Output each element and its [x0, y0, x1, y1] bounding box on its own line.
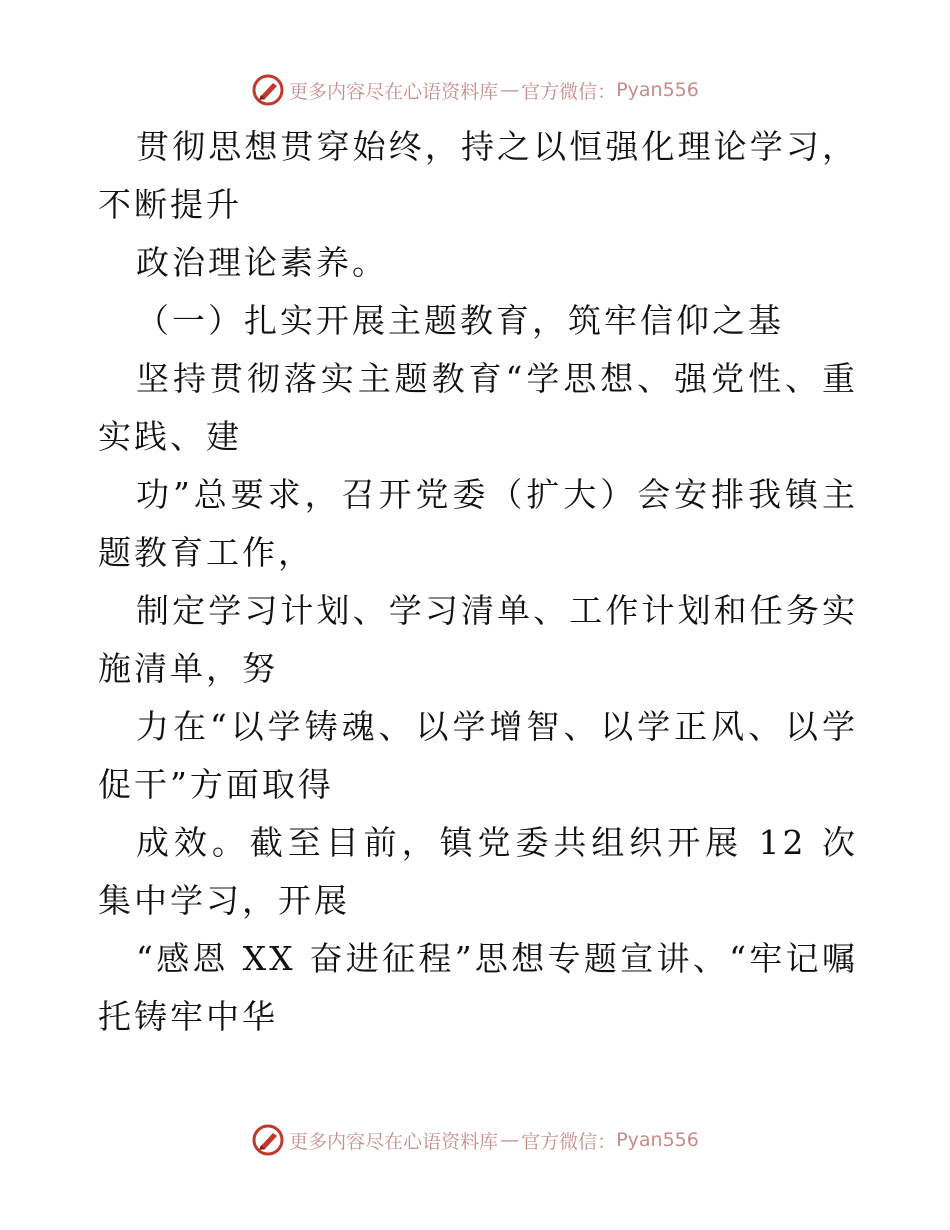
pen-logo-icon	[251, 73, 285, 107]
watermark-text: 更多内容尽在心语资料库	[289, 80, 499, 103]
watermark-wechat-id: Pyan556	[616, 1129, 699, 1151]
watermark-wechat-label: 官方微信：	[521, 80, 617, 103]
watermark-dash: —	[500, 1129, 520, 1151]
paragraph: 成效。截至目前，镇党委共组织开展 12 次集中学习，开展	[98, 823, 858, 920]
paragraph: 力在“以学铸魂、以学增智、以学正风、以学促干”方面取得	[98, 707, 858, 804]
paragraph: 政治理论素养。	[136, 243, 388, 282]
watermark-dash: —	[500, 79, 520, 101]
paragraph: 坚持贯彻落实主题教育“学思想、强党性、重实践、建	[98, 359, 858, 456]
pen-logo-icon	[251, 1123, 285, 1157]
paragraph: 贯彻思想贯穿始终，持之以恒强化理论学习，不断提升	[98, 127, 858, 224]
paragraph: 功”总要求，召开党委（扩大）会安排我镇主题教育工作，	[98, 475, 858, 572]
paragraph: 制定学习计划、学习清单、工作计划和任务实施清单，努	[98, 591, 858, 688]
watermark-wechat-label: 官方微信：	[521, 1130, 617, 1153]
paragraph: “感恩 XX 奋进征程”思想专题宣讲、“牢记嘱托铸牢中华	[98, 939, 858, 1036]
watermark-text: 更多内容尽在心语资料库	[289, 1130, 499, 1153]
watermark-wechat-id: Pyan556	[616, 79, 699, 101]
header-watermark	[0, 70, 950, 110]
footer-watermark	[0, 1120, 950, 1160]
document-body	[98, 118, 858, 1046]
section-heading: （一）扎实开展主题教育，筑牢信仰之基	[136, 301, 784, 340]
